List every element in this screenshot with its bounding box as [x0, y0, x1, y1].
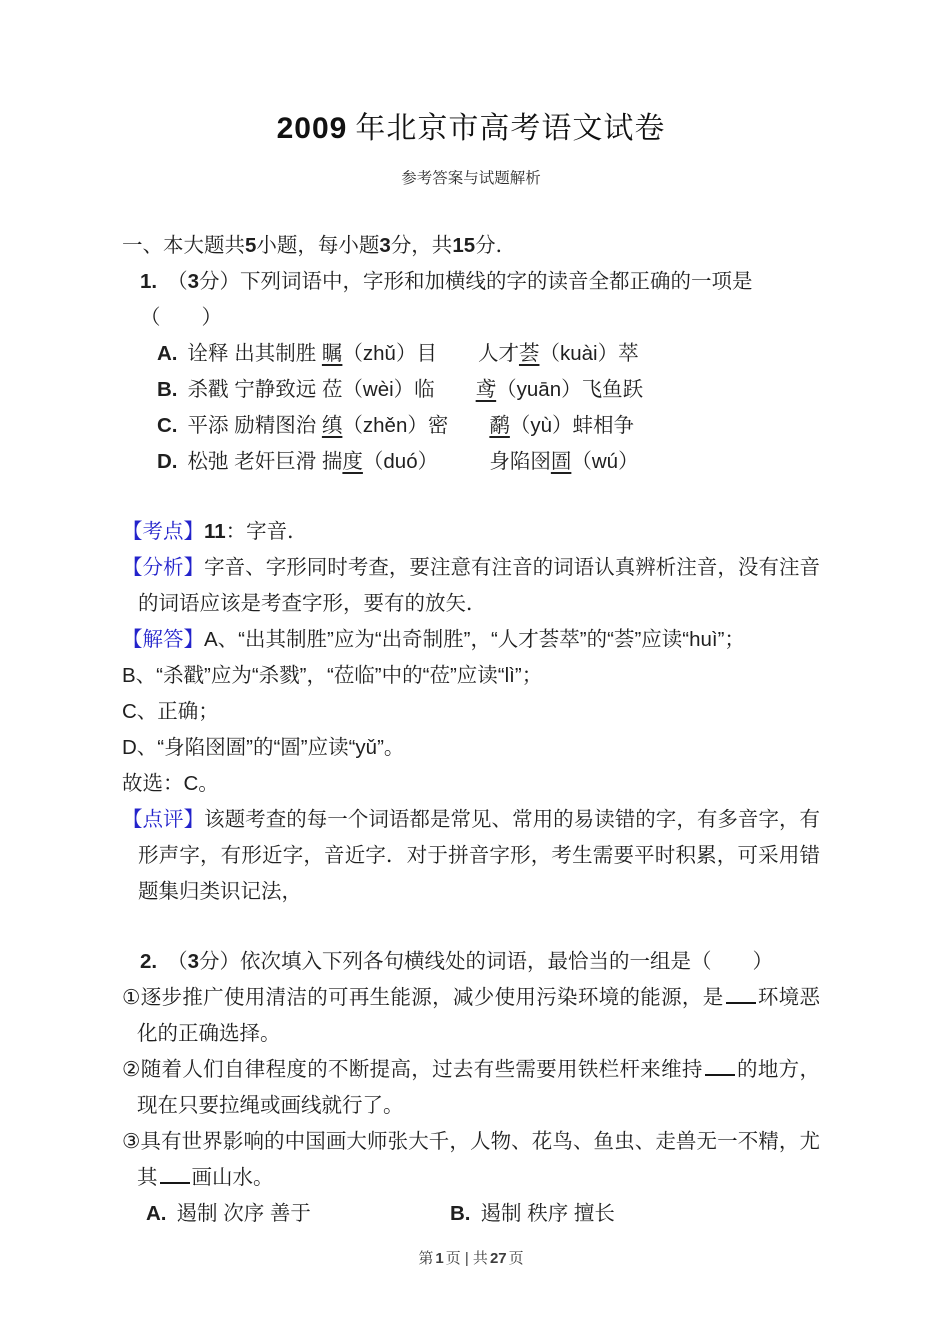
text-run: （zhǔ）目 人才	[342, 342, 519, 365]
spacer	[122, 480, 820, 514]
option-b-text: 遏制 秩序 擅长	[480, 1202, 615, 1225]
question-1-option-a	[122, 336, 820, 372]
question-2-item-1	[122, 980, 820, 1052]
dianping-paragraph	[122, 802, 820, 910]
question-1-stem	[122, 264, 820, 336]
underlined-char: 鹬	[489, 414, 510, 437]
item-text: 画山水。	[191, 1166, 274, 1189]
item-text: ③具有世界影响的中国画大师张大千，人物、花鸟、鱼虫、走兽无一不精，尤其	[122, 1130, 820, 1189]
fill-in-blank	[160, 1182, 190, 1185]
question-2-item-3	[122, 1124, 820, 1196]
page-title	[122, 106, 820, 152]
jieda-line-b	[122, 658, 820, 694]
option-a-text: 遏制 次序 善于	[176, 1202, 311, 1225]
kaodian-line	[122, 514, 820, 550]
section-text: 分．	[475, 234, 517, 257]
points-paren: 分）	[199, 270, 241, 293]
text-run: 松弛 老奸巨滑 揣	[187, 450, 343, 473]
jieda-label: 【解答】	[122, 628, 204, 651]
option-d-label: D.	[157, 450, 178, 473]
jieda-text-c: C、正确；	[122, 700, 219, 723]
text-run: 诠释 出其制胜	[187, 342, 322, 365]
footer-text: 页	[508, 1250, 524, 1267]
page-subtitle: 参考答案与试题解析	[401, 170, 541, 187]
fenxi-label: 【分析】	[122, 556, 205, 579]
text-run: （yù）蚌相争	[509, 414, 635, 437]
dianping-label: 【点评】	[122, 808, 205, 831]
text-run: （yuān）飞鱼跃	[496, 378, 644, 401]
footer-text: 第	[418, 1250, 434, 1267]
kaodian-number: 11	[204, 520, 226, 543]
total-page-count: 27	[489, 1250, 507, 1267]
question-1-option-c	[122, 408, 820, 444]
option-c-label: C.	[157, 414, 178, 437]
question-2-options-row	[122, 1196, 820, 1232]
section-1-heading	[122, 228, 820, 264]
answer-choice-text: 故选：C。	[122, 772, 219, 795]
option-a-label: A.	[146, 1202, 167, 1225]
jieda-line-a	[122, 622, 820, 658]
underlined-char: 缜	[321, 414, 343, 437]
fenxi-paragraph	[122, 550, 820, 622]
text-run: 平添 励精图治	[187, 414, 322, 437]
option-b-label: B.	[450, 1202, 471, 1225]
fill-in-blank	[726, 1002, 756, 1005]
jieda-text-b: B、“杀戳”应为“杀戮”，“莅临”中的“莅”应读“lì”；	[122, 664, 543, 687]
section-text: 分，共	[390, 234, 453, 257]
item-text: 的地方，现在只要拉绳或画线就行了。	[137, 1058, 820, 1117]
question-2-option-a	[146, 1196, 450, 1232]
kaodian-text: ：字音．	[225, 520, 308, 543]
question-1-number: 1.	[140, 270, 158, 293]
item-text: ①逐步推广使用清洁的可再生能源，减少使用污染环境的能源，是	[122, 986, 724, 1009]
points-paren: 分）	[199, 950, 241, 973]
underlined-char: 荟	[518, 342, 540, 365]
section-text: 小题，每小题	[256, 234, 380, 257]
title-text: 年北京市高考语文试卷	[355, 112, 666, 145]
text-run: （duó） 身陷囹	[362, 450, 551, 473]
document-content	[0, 106, 950, 1270]
points-paren: （	[167, 270, 188, 293]
fill-in-blank	[705, 1074, 735, 1077]
question-2-stem	[122, 944, 820, 980]
fenxi-text: 字音、字形同时考查，要注意有注音的词语认真辨析注音，没有注音的词语应该是考查字形，要有的放矢．	[138, 556, 821, 615]
footer-text: 页 | 共	[445, 1250, 488, 1267]
underlined-char: 度	[342, 450, 363, 473]
underlined-char: 鸢	[475, 378, 497, 401]
question-2-stem-text: 依次填入下列各句横线处的词语，最恰当的一组是（ ）	[240, 950, 774, 973]
section-text: 一、本大题共	[122, 234, 245, 257]
option-a-label: A.	[157, 342, 178, 365]
kaodian-label: 【考点】	[122, 520, 204, 543]
item-text: ②随着人们自律程度的不断提高，过去有些需要用铁栏杆来维持	[122, 1058, 703, 1081]
text-run: （kuài）萃	[539, 342, 639, 365]
question-1-stem-text: 下列词语中，字形和加横线的字的读音全都正确的一项是（ ）	[140, 270, 753, 329]
underlined-char: 瞩	[321, 342, 343, 365]
underlined-char: 圄	[550, 450, 572, 473]
option-b-label: B.	[157, 378, 178, 401]
question-1-option-b	[122, 372, 820, 408]
text-run: （zhěn）密	[342, 414, 490, 437]
jieda-text-d: D、“身陷囹圄”的“圄”应读“yǔ”。	[122, 736, 405, 759]
title-year: 2009	[276, 112, 348, 145]
answer-choice-line	[122, 766, 820, 802]
jieda-line-d	[122, 730, 820, 766]
question-1-points: 3	[187, 270, 200, 293]
question-2-option-b	[450, 1196, 615, 1232]
text-run: （wú）	[571, 450, 639, 473]
jieda-line-c	[122, 694, 820, 730]
question-2-item-2	[122, 1052, 820, 1124]
spacer	[122, 910, 820, 944]
text-run: 杀戳 宁静致远 莅（wèi）临	[187, 378, 476, 401]
section-points-total: 15	[452, 234, 476, 257]
section-question-count: 5	[245, 234, 257, 257]
current-page-number: 1	[435, 1250, 444, 1267]
question-1-option-d	[122, 444, 820, 480]
item-text: 环境恶化的正确选择。	[137, 986, 820, 1045]
points-paren: （	[167, 950, 188, 973]
dianping-text: 该题考查的每一个词语都是常见、常用的易读错的字，有多音字，有形声字，有形近字，音近字．对于拼音字形，考生需要平时积累，可采用错题集归类识记法，	[138, 808, 821, 903]
question-2-number: 2.	[140, 950, 158, 973]
section-points-each: 3	[379, 234, 391, 257]
question-2-points: 3	[187, 950, 200, 973]
jieda-text-a: A、“出其制胜”应为“出奇制胜”，“人才荟萃”的“荟”应读“huì”；	[204, 628, 745, 651]
page-footer	[122, 1248, 820, 1270]
